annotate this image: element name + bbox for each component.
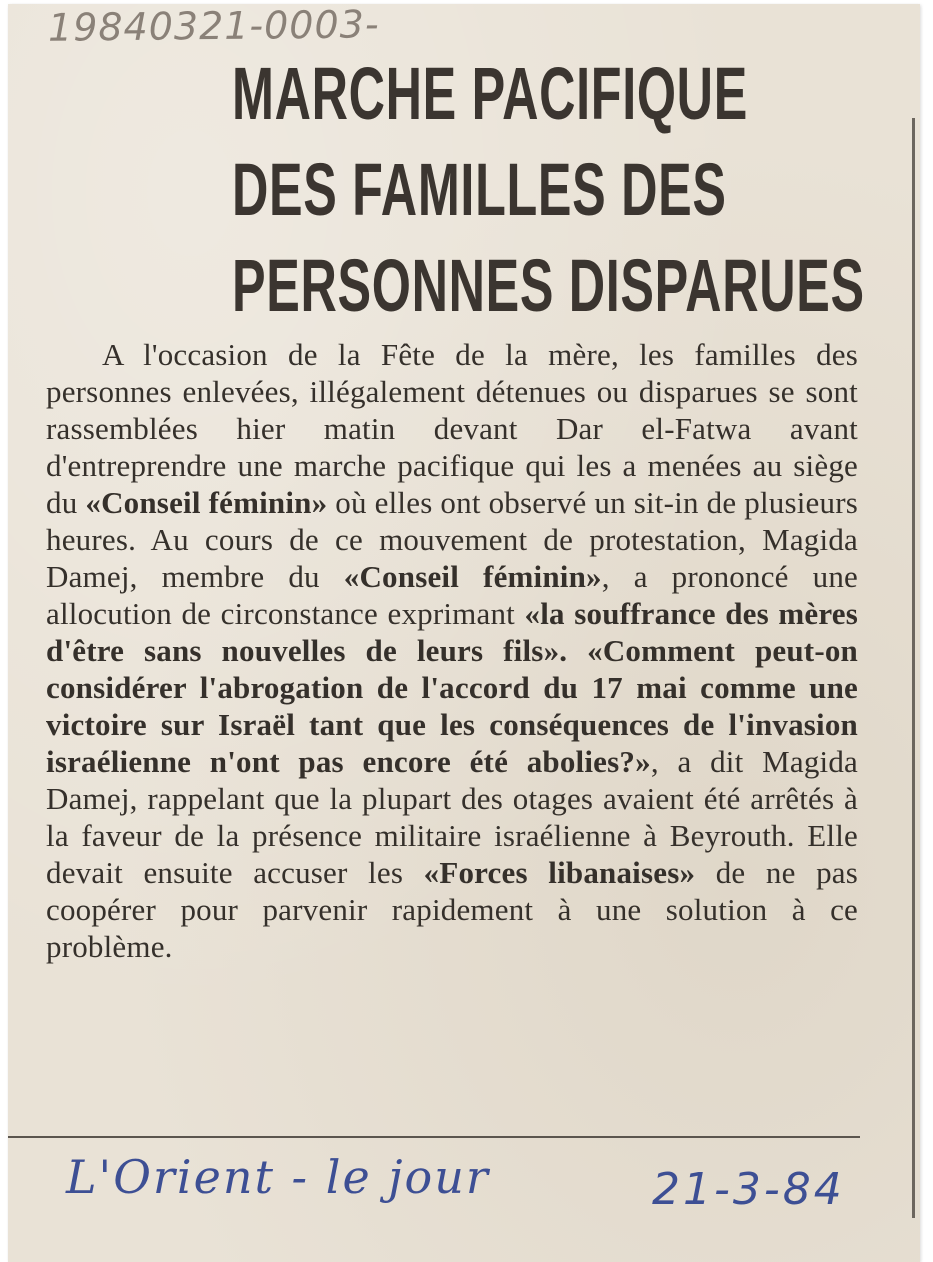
article-bold-segment: «Conseil féminin» [85, 485, 328, 520]
headline [232, 46, 865, 334]
article-text-segment: , a dit Magida Damej, rappelant que la plupart des otages avaient été arrêtés à la faveur de la présence militaire israélienne à Beyrouth. Elle devait ensuite accuser les [46, 744, 858, 890]
headline-line-1: MARCHE PACIFIQUE [232, 52, 748, 135]
headline-line-3: PERSONNES DISPARUES [232, 244, 865, 327]
article-text-segment: A l'occasion de la Fête de la mère, les familles des personnes enlevées, illégalement détenues ou disparues se sont rassemblées hier matin devant Dar el-Fatwa avant d'entreprendre une marche pacifique qui les a menées au siège du [46, 337, 858, 520]
article-text-segment: où elles ont observé un sit-in de plusieurs heures. Au cours de ce mouvement de protestation, Magida Damej, membre du [46, 485, 858, 594]
source-date: 21-3-84 [652, 1164, 845, 1215]
source-publication: L'Orient - le jour [66, 1150, 490, 1204]
article-bold-segment: «Conseil féminin» [343, 559, 602, 594]
article-text-segment: de ne pas coopérer pour parvenir rapidement à une solution à ce problème. [46, 855, 859, 964]
article-bold-segment: «la souffrance des mères d'être sans nouvelles de leurs fils». «Comment peut-on considérer l'abrogation de l'accord du 17 mai comme une victoire sur Israël tant que les conséquences de l'invasion israélienne n'ont pas encore été abolies?» [46, 596, 859, 779]
column-rule [912, 118, 915, 1218]
article-bold-segment: «Forces libanaises» [423, 855, 696, 890]
headline-line-2: DES FAMILLES DES [232, 148, 727, 231]
archive-code: 19840321-0003- [47, 2, 380, 50]
article-text-segment: , a prononcé une allocution de circonstance exprimant [46, 559, 858, 631]
bottom-rule [8, 1136, 860, 1138]
article-paragraph [46, 336, 858, 965]
article-body [46, 336, 858, 965]
